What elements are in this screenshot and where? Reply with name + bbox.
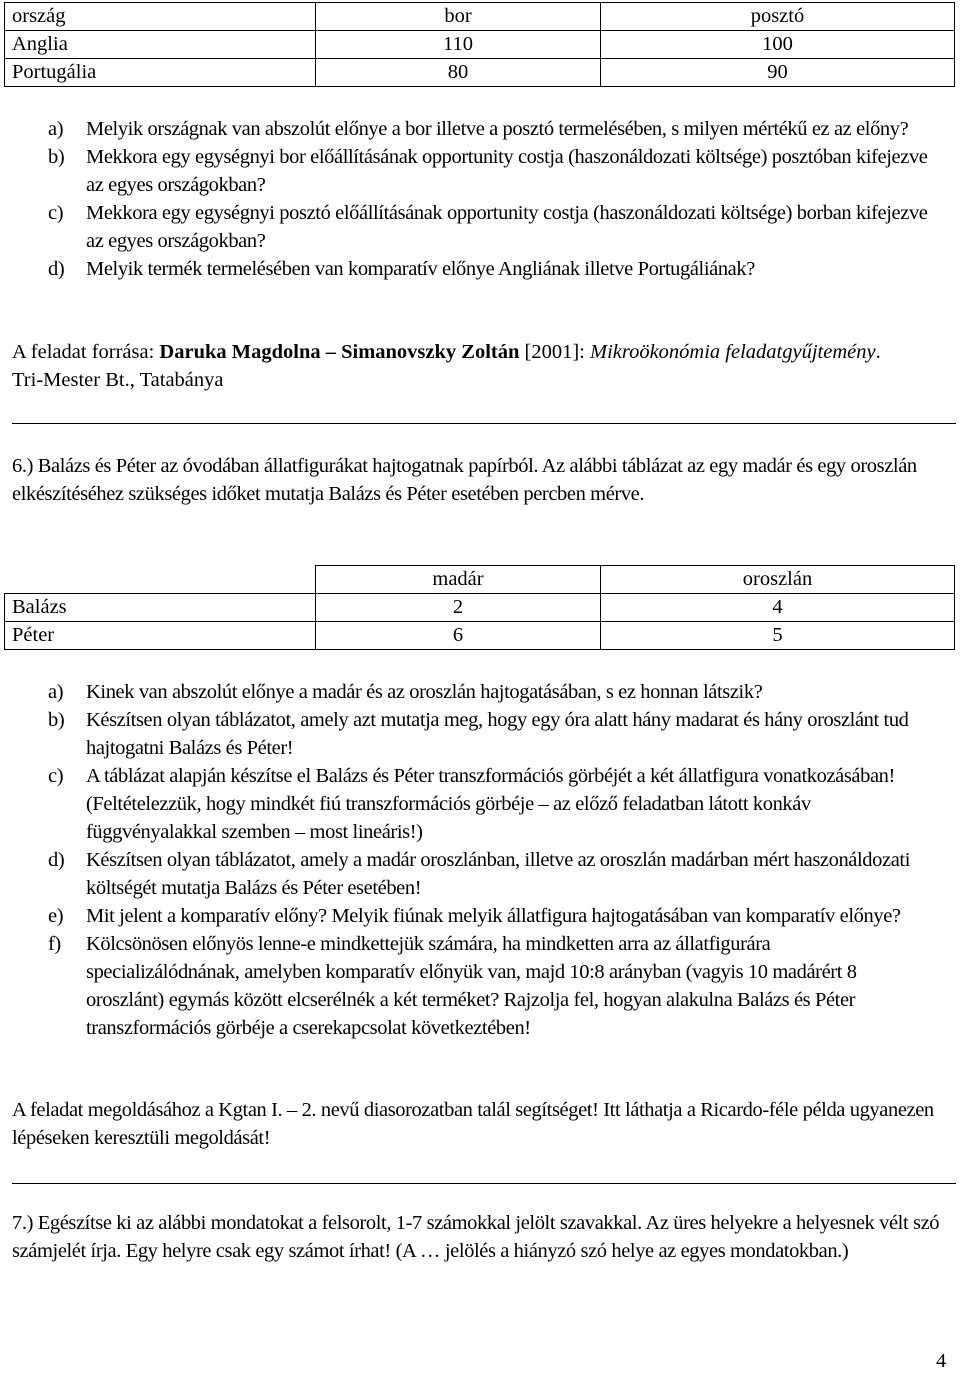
table-header-cell: madár: [316, 566, 601, 594]
table-row: [5, 31, 955, 59]
item-text: Készítsen olyan táblázatot, amely a madár oroszlánban, illetve az oroszlán madárban mért haszonáldozati költségét mutatja Balázs és Péter esetében!: [86, 849, 910, 899]
question-7-intro: 7.) Egészítse ki az alábbi mondatokat a felsorolt, 1-7 számokkal jelölt szavakkal. Az üres helyekre a helyesnek vélt szó számjelét írja. Egy helyre csak egy számot írhat! (A … jelölés a hiányzó szó helye az egyes mondatokban.): [12, 1212, 940, 1262]
table-cell: Péter: [5, 622, 316, 650]
item-text: Mit jelent a komparatív előny? Melyik fiúnak melyik állatfigura hajtogatásában van komparatív előnye?: [86, 905, 901, 927]
item-label: b): [48, 709, 65, 731]
table-cell: 4: [601, 594, 955, 622]
solution-hint: A feladat megoldásához a Kgtan I. – 2. nevű diasorozatban talál segítséget! Itt láthatja a Ricardo-féle példa ugyanezen lépéseken keresztüli megoldását!: [12, 1099, 934, 1149]
section-divider: [12, 423, 956, 424]
table-row: [5, 594, 955, 622]
item-label: b): [48, 146, 65, 168]
question-6-intro: 6.) Balázs és Péter az óvodában állatfigurákat hajtogatnak papírból. Az alábbi táblázat az egy madár és egy oroszlán elkészítéséhez szükséges időket mutatja Balázs és Péter esetében percben mérve.: [12, 455, 917, 505]
list-item: [48, 678, 928, 706]
table-cell: Anglia: [5, 31, 316, 59]
item-text: Kölcsönösen előnyös lenne-e mindkettejük számára, ha mindketten arra az állatfigurára specializálódnának, amelyben komparatív előnyük van, majd 10:8 arányban (vagyis 10 madárért 8 oroszlánt) egymás között elcserélnék a két terméket? Rajzolja fel, hogyan alakulna Balázs és Péter transzformációs görbéje a cserekapcsolat következtében!: [86, 933, 857, 1039]
item-text: Melyik termék termelésében van komparatív előnye Angliának illetve Portugáliának?: [86, 258, 755, 280]
author-2: Simanovszky Zoltán: [341, 341, 520, 363]
page-number: 4: [936, 1350, 947, 1372]
list-item: [48, 846, 928, 902]
item-text: Melyik országnak van abszolút előnye a bor illetve a posztó termelésében, s milyen mértékű ez az előny?: [86, 118, 909, 140]
table-cell: Balázs: [5, 594, 316, 622]
list-item: [48, 706, 928, 762]
item-label: d): [48, 849, 65, 871]
list-item: [48, 762, 928, 846]
item-text: Készítsen olyan táblázatot, amely azt mutatja meg, hogy egy óra alatt hány madarat és hány oroszlánt tud hajtogatni Balázs és Péter!: [86, 709, 909, 759]
table-header-row: [5, 3, 955, 31]
list-item: [48, 143, 928, 199]
table-cell: 100: [601, 31, 955, 59]
table-header-cell: [5, 566, 316, 594]
item-label: a): [48, 118, 64, 140]
item-text: Kinek van abszolút előnye a madár és az oroszlán hajtogatásában, s ez honnan látszik?: [86, 681, 763, 703]
table-cell: 6: [316, 622, 601, 650]
table-header-cell: bor: [316, 3, 601, 31]
animal-time-table: [4, 565, 955, 650]
item-label: f): [48, 933, 61, 955]
table-cell: 5: [601, 622, 955, 650]
table-cell: Portugália: [5, 59, 316, 87]
question-6-list: [48, 678, 928, 1042]
question-5-list: [48, 115, 928, 283]
item-text: A táblázat alapján készítse el Balázs és Péter transzformációs görbéjét a két állatfigura vonatkozásában! (Feltételezzük, hogy mindkét fiú transzformációs görbéje – az előző feladatban látott konkáv függvényalakkal szemben – most lineáris!): [86, 765, 895, 843]
list-item: [48, 902, 928, 930]
table-row: [5, 59, 955, 87]
table-header-row: [5, 566, 955, 594]
table-header-cell: posztó: [601, 3, 955, 31]
item-label: c): [48, 765, 64, 787]
list-item: [48, 930, 928, 1042]
country-table: [4, 2, 955, 87]
item-label: a): [48, 681, 64, 703]
table-header-cell: oroszlán: [601, 566, 955, 594]
item-text: Mekkora egy egységnyi bor előállításának opportunity costja (haszonáldozati költsége) posztóban kifejezve az egyes országokban?: [86, 146, 928, 196]
table-cell: 90: [601, 59, 955, 87]
section-divider: [12, 1183, 956, 1184]
table-cell: 80: [316, 59, 601, 87]
item-label: e): [48, 905, 64, 927]
list-item: [48, 255, 928, 283]
table-row: [5, 622, 955, 650]
table-cell: 2: [316, 594, 601, 622]
table-cell: 110: [316, 31, 601, 59]
list-item: [48, 199, 928, 255]
author-1: Daruka Magdolna: [159, 341, 321, 363]
source-citation: A feladat forrása: Daruka Magdolna – Simanovszky Zoltán [2001]: Mikroökonómia feladatgyűjtemény. Tri-Mester Bt., Tatabánya: [12, 341, 881, 391]
book-title: Mikroökonómia feladatgyűjtemény: [590, 341, 876, 363]
item-label: d): [48, 258, 65, 280]
list-item: [48, 115, 928, 143]
item-label: c): [48, 202, 64, 224]
table-header-cell: ország: [5, 3, 316, 31]
item-text: Mekkora egy egységnyi posztó előállításának opportunity costja (haszonáldozati költsége) borban kifejezve az egyes országokban?: [86, 202, 928, 252]
